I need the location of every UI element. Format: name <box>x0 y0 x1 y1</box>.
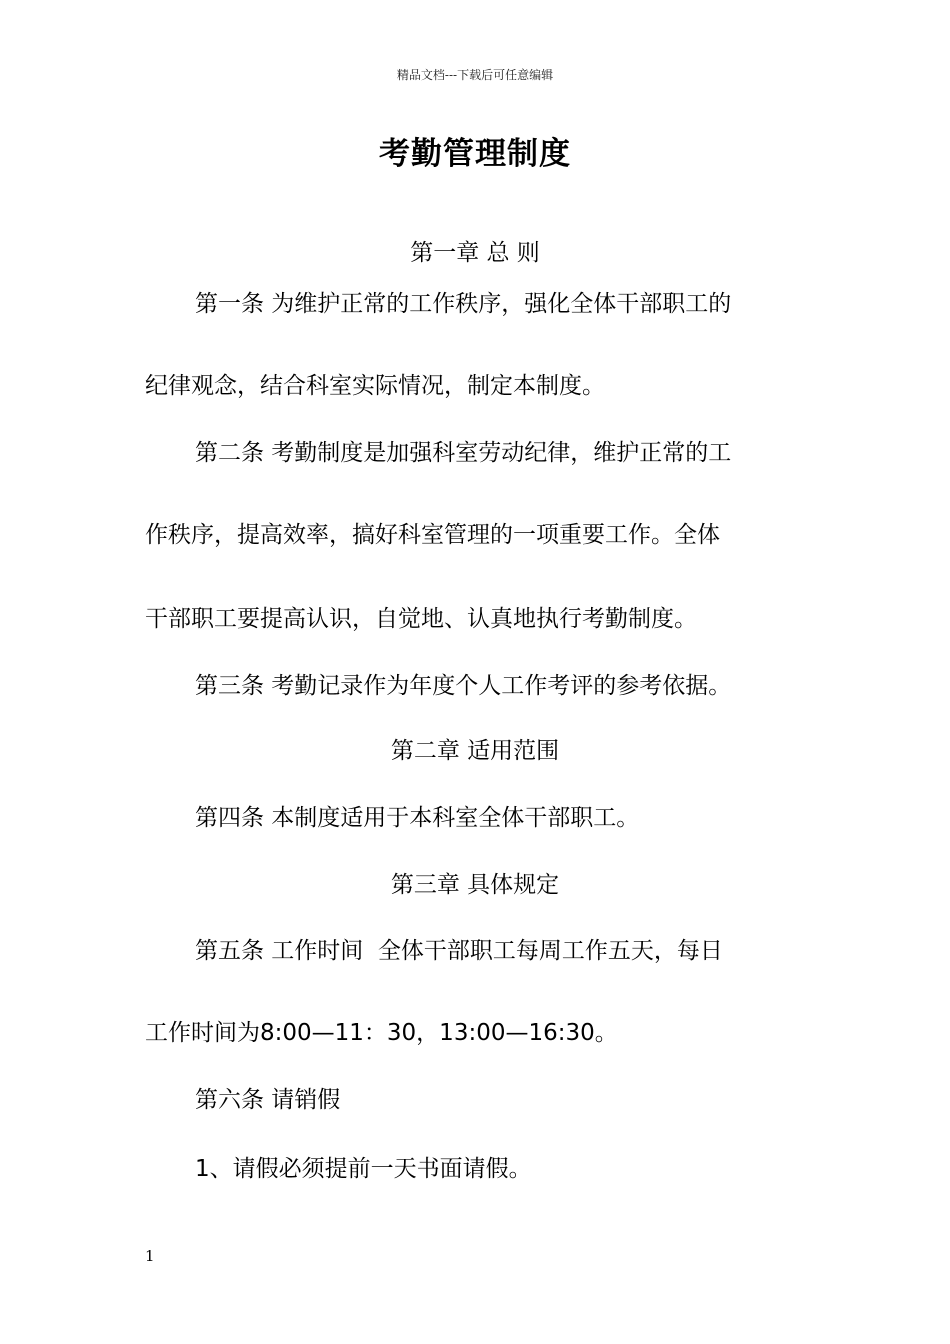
article-2-line-2: 作秩序，提高效率，搞好科室管理的一项重要工作。全体 <box>145 522 720 548</box>
article-6: 第六条 请销假 <box>195 1087 341 1113</box>
chapter-1-heading: 第一章 总 则 <box>410 240 540 266</box>
article-1-line-2: 纪律观念，结合科室实际情况，制定本制度。 <box>145 373 605 399</box>
article-1-line-1: 第一条 为维护正常的工作秩序，强化全体干部职工的 <box>195 291 732 317</box>
chapter-3-heading: 第三章 具体规定 <box>390 872 560 898</box>
article-2-line-3: 干部职工要提高认识，自觉地、认真地执行考勤制度。 <box>145 606 697 632</box>
page-number: 1 <box>145 1247 155 1265</box>
page-header: 精品文档---下载后可任意编辑 <box>396 68 554 82</box>
article-6-item-1: 1、请假必须提前一天书面请假。 <box>195 1156 532 1182</box>
article-2-line-1: 第二条 考勤制度是加强科室劳动纪律，维护正常的工 <box>195 440 732 466</box>
chapter-2-heading: 第二章 适用范围 <box>390 738 560 764</box>
document-title: 考勤管理制度 <box>379 136 571 172</box>
article-4: 第四条 本制度适用于本科室全体干部职工。 <box>195 805 640 831</box>
article-5-line-1: 第五条 工作时间 全体干部职工每周工作五天，每日 <box>195 938 723 964</box>
article-3: 第三条 考勤记录作为年度个人工作考评的参考依据。 <box>195 673 732 699</box>
article-5-line-2: 工作时间为8:00—11：30，13:00—16:30。 <box>145 1020 618 1046</box>
